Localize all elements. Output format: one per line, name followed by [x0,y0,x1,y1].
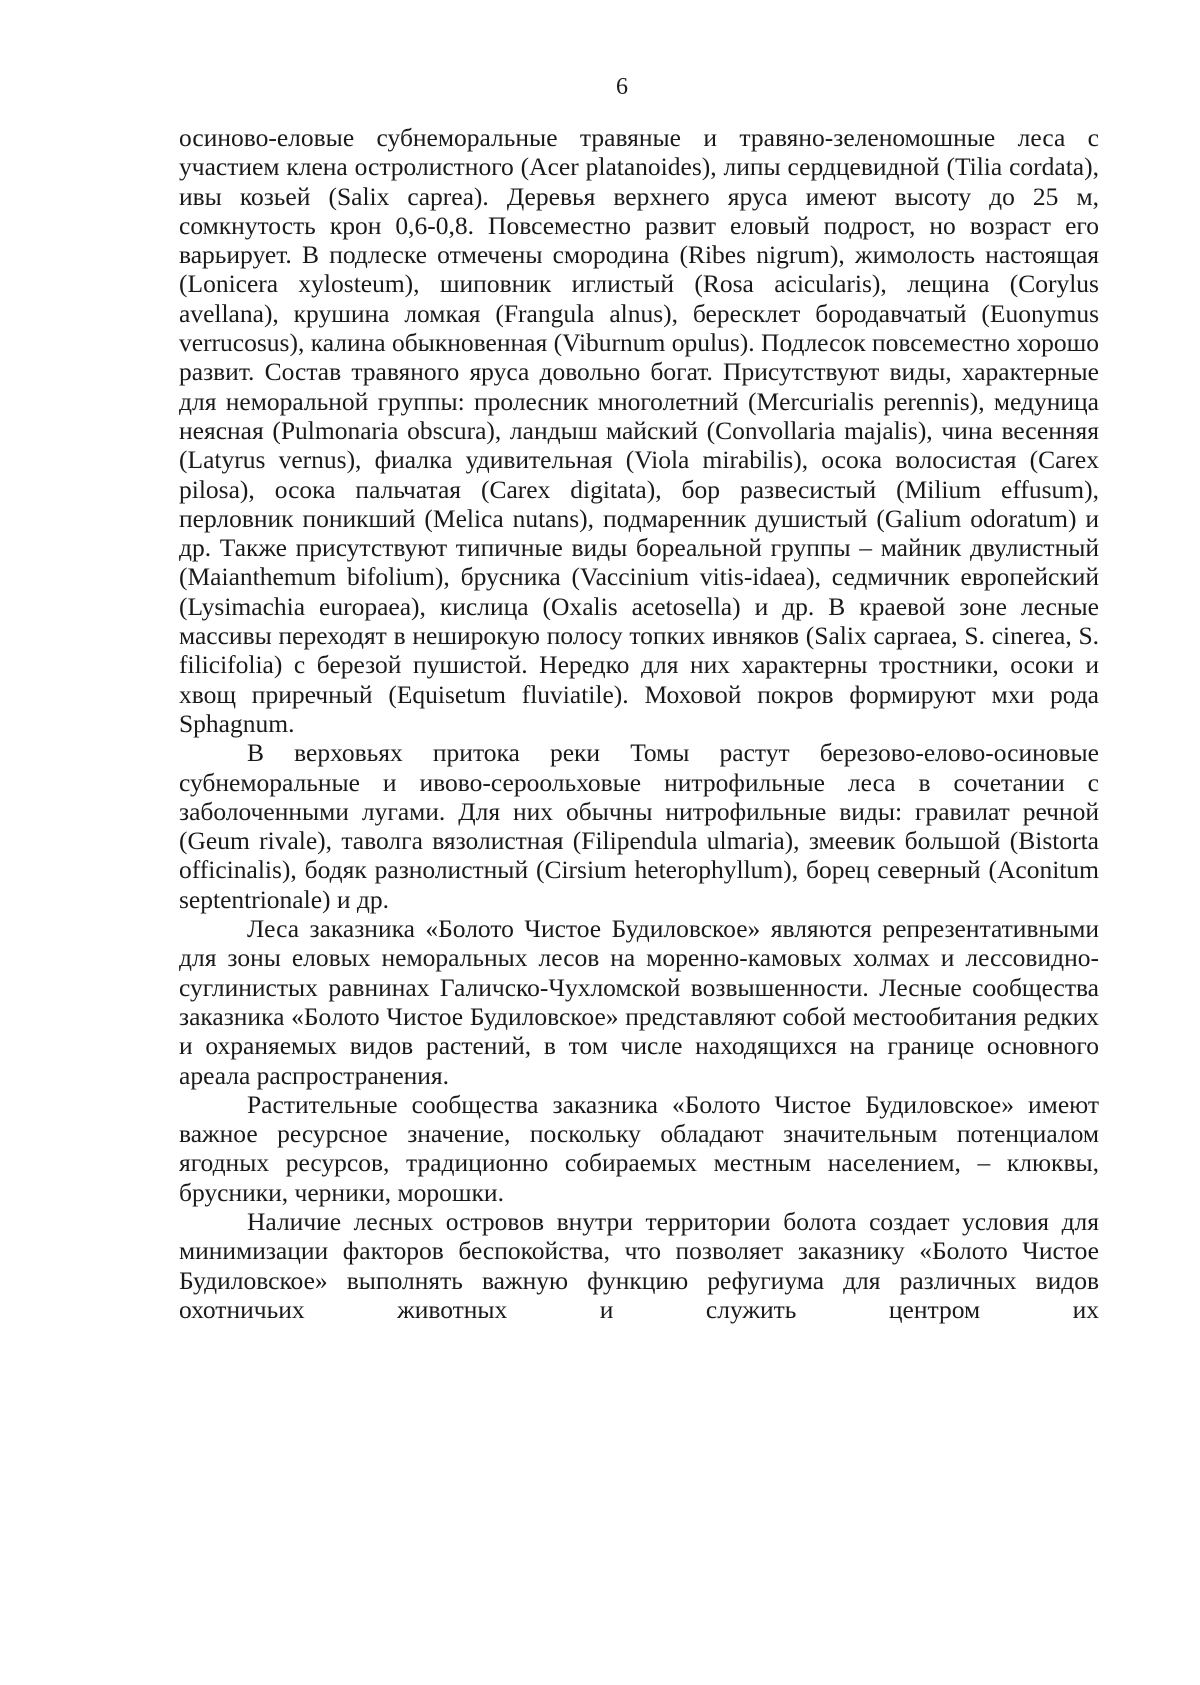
paragraph-berry-resources: Растительные сообщества заказника «Болото Чистое Будиловское» имеют важное ресурсное значение, поскольку обладают значительным потенциалом ягодных ресурсов, традиционно собираемых местным населением, – клюквы, брусники, черники, морошки. [179,1089,1099,1207]
paragraph-representative-forests: Леса заказника «Болото Чистое Будиловское» являются репрезентативными для зоны еловых неморальных лесов на моренно-камовых холмах и лессовидно-суглинистых равнинах Галичско-Чухломской возвышенности. Лесные сообщества заказника «Болото Чистое Будиловское» представляют собой местообитания редких и охраняемых видов растений, в том числе находящихся на границе основного ареала распространения. [179,914,1099,1090]
page-number: 6 [616,74,628,100]
document-body [179,123,1099,1324]
paragraph-forest-composition: осиново-еловые субнеморальные травяные и травяно-зеленомошные леса с участием клена остролистного (Acer platanoides), липы сердцевидной (Tilia cordata), ивы козьей (Salix caprea). Деревья верхнего яруса имеют высоту до 25 м, сомкнутость крон 0,6-0,8. Повсеместно развит еловый подрост, но возраст его варьирует. В подлеске отмечены смородина (Ribes nigrum), жимолость настоящая (Lonicera xylosteum), шиповник иглистый (Rosa acicularis), лещина (Corylus avellana), крушина ломкая (Frangula alnus), бересклет бородавчатый (Euonymus verrucosus), калина обыкновенная (Viburnum opulus). Подлесок повсеместно хорошо развит. Состав травяного яруса довольно богат. Присутствуют виды, характерные для неморальной группы: пролесник многолетний (Mercurialis perennis), медуница неясная (Pulmonaria obscura), ландыш майский (Convollaria majalis), чина весенняя (Latyrus vernus), фиалка удивительная (Viola mirabilis), осока волосистая (Carex pilosa), осока пальчатая (Carex digitata), бор развесистый (Milium effusum), перловник поникший (Melica nutans), подмаренник душистый (Galium odoratum) и др. Также присутствуют типичные виды бореальной группы – майник двулистный (Maianthemum bifolium), брусника (Vaccinium vitis-idaea), седмичник европейский (Lysimachia europaea), кислица (Oxalis acetosella) и др. В краевой зоне лесные массивы переходят в неширокую полосу топких ивняков (Salix capraea, S. cinerea, S. filicifolia) с березой пушистой. Нередко для них характерны тростники, осоки и хвощ приречный (Equisetum fluviatile). Моховой покров формируют мхи рода Sphagnum. [179,123,1099,738]
paragraph-toma-river: В верховьях притока реки Томы растут березово-елово-осиновые субнеморальные и ивово-сероольховые нитрофильные леса в сочетании с заболоченными лугами. Для них обычны нитрофильные виды: гравилат речной (Geum rivale), таволга вязолистная (Filipendula ulmaria), змеевик большой (Bistorta officinalis), бодяк разнолистный (Cirsium heterophyllum), борец северный (Aconitum septentrionale) и др. [179,738,1099,914]
paragraph-refugium: Наличие лесных островов внутри территории болота создает условия для минимизации факторов беспокойства, что позволяет заказнику «Болото Чистое Будиловское» выполнять важную функцию рефугиума для различных видов охотничьих животных и служить центром их [179,1206,1099,1324]
